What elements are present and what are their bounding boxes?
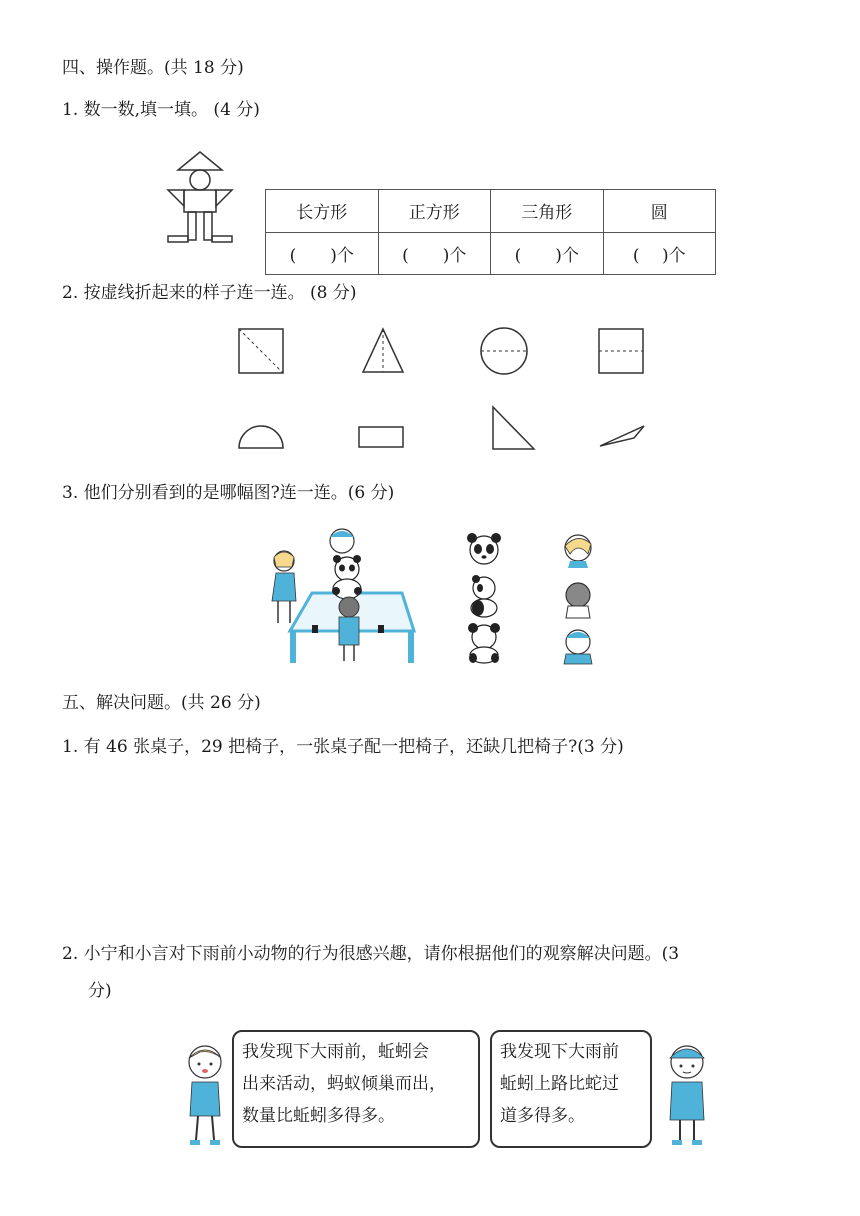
rectangle-shape [358, 426, 404, 448]
girl-portrait [558, 528, 598, 568]
question-5-1: 1. 有 46 张桌子，29 把椅子，一张桌子配一把椅子，还缺几把椅子?(3 分) [62, 737, 624, 757]
question-4-1: 1. 数一数,填一填。 (4 分) [62, 100, 260, 120]
shape-count-table [265, 189, 716, 275]
bubble-right-line-3: 道多得多。 [500, 1106, 585, 1126]
bubble-right-line-2: 蚯蚓上路比蛇过 [500, 1074, 619, 1094]
boy-portrait [558, 624, 598, 664]
header-square: 正方形 [378, 190, 491, 233]
answer-blank-rectangle[interactable]: ( )个 [266, 232, 379, 275]
question-5-2-line1: 2. 小宁和小言对下雨前小动物的行为很感兴趣，请你根据他们的观察解决问题。(3 [62, 944, 680, 964]
answer-blank-circle[interactable]: ( )个 [603, 232, 716, 275]
header-circle: 圆 [603, 190, 716, 233]
answer-blank-triangle[interactable]: ( )个 [491, 232, 604, 275]
question-4-3: 3. 他们分别看到的是哪幅图?连一连。(6 分) [62, 483, 395, 503]
thin-triangle-shape [598, 420, 646, 448]
circle-horizontal-fold-shape [479, 326, 529, 376]
child-back-portrait [558, 578, 598, 618]
question-5-2-line2: 分) [88, 981, 112, 1001]
speech-bubble-right [490, 1030, 652, 1148]
panda-front-view [466, 532, 502, 568]
header-triangle: 三角形 [491, 190, 604, 233]
bubble-left-line-3: 数量比蚯蚓多得多。 [242, 1106, 395, 1126]
square-horizontal-fold-shape [598, 328, 644, 374]
section-4-title: 四、操作题。(共 18 分) [62, 58, 244, 78]
bubble-left-line-1: 我发现下大雨前，蚯蚓会 [242, 1042, 429, 1062]
speech-bubble-left [232, 1030, 480, 1148]
bubble-left-line-2: 出来活动，蚂蚁倾巢而出， [242, 1074, 446, 1094]
shape-figure-robot [160, 148, 240, 248]
panda-side-view [466, 576, 502, 618]
panda-back-view [466, 624, 502, 664]
table-scene-illustration [262, 525, 422, 665]
square-diagonal-fold-shape [238, 328, 284, 374]
section-5-title: 五、解决问题。(共 26 分) [62, 693, 261, 713]
question-4-2: 2. 按虚线折起来的样子连一连。 (8 分) [62, 283, 357, 303]
table-answer-row [266, 232, 716, 275]
child-xiaoyan [662, 1040, 712, 1150]
semicircle-shape [237, 424, 285, 450]
table-header-row [266, 190, 716, 233]
answer-blank-square[interactable]: ( )个 [378, 232, 491, 275]
header-rectangle: 长方形 [266, 190, 379, 233]
triangle-vertical-fold-shape [360, 328, 406, 374]
bubble-right-line-1: 我发现下大雨前 [500, 1042, 619, 1062]
right-triangle-shape [490, 405, 536, 451]
child-xiaoning [180, 1040, 230, 1150]
